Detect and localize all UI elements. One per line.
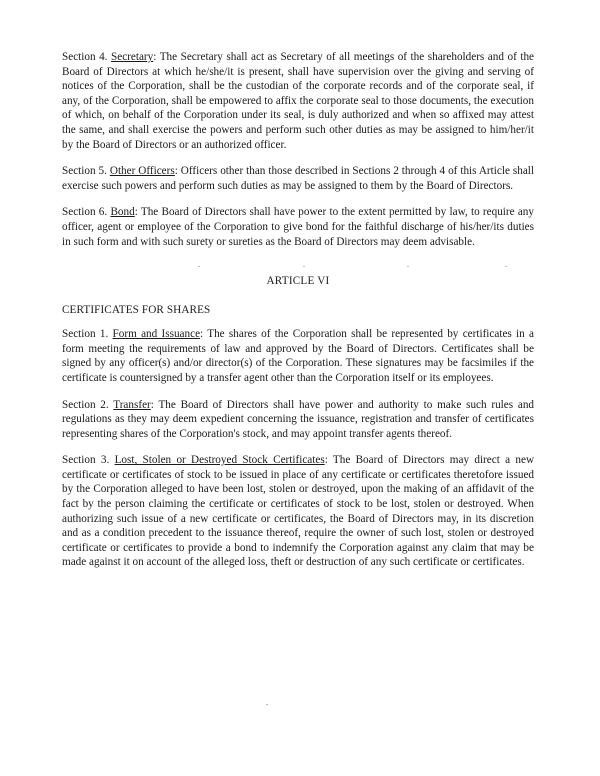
section-1-form-and-issuance: Section 1. Form and Issuance: The shares of the Corporation shall be represented by certificates in a form meeting the requirements of law and approved by the Board of Directors. Certificates shall be signed by any officer(s) and/or director(s) of the Corporation. These signatures may be facsimiles if the certificate is countersigned by a transfer agent other than the Corporation itself or its employees.	[62, 328, 535, 384]
section-label: Section 4.	[62, 51, 108, 63]
section-label: Section 6.	[62, 206, 108, 219]
section-2-transfer: Section 2. Transfer: The Board of Directors shall have power and authority to make such rules and regulations as they may deem expedient concerning the issuance, registration and transfer of certificates representing shares of the Corporation's stock, and may appoint transfer agents thereof.	[62, 398, 535, 440]
section-6-bond: Section 6. Bond: The Board of Directors shall have power to the extent permitted by law, to require any officer, agent or employee of the Corporation to give bond for the faithful discharge of his/her/its duties in such form and with such surety or sureties as the Board of Directors may deem advisable.	[62, 206, 534, 248]
section-title: Lost, Stolen or Destroyed Stock Certificates	[114, 454, 325, 467]
section-body: The Board of Directors shall have power and authority to make such rules and regulations as they may deem expedient concerning the issuance, registration and transfer of certificates representing shares of the Corporation's stock, and may appoint transfer agents thereof.	[62, 398, 535, 440]
section-body: The Board of Directors may direct a new certificate or certificates of stock to be issued in place of any certificate or certificates theretofore issued by the Corporation alleged to have been lost, stolen or destroyed, upon the making of an affidavit of the fact by the person claiming the certificate or certificates of stock to be lost, stolen or destroyed. When authorizing such issue of a new certificate or certificates, the Board of Directors may, in its discretion and as a condition precedent to the issuance thereof, require the owner of such lost, stolen or destroyed certificate or certificates to provide a bond to indemnify the Corporation against any claim that may be made against it on account of the alleged loss, theft or destruction of any such certificate or certificates.	[62, 454, 535, 569]
document-page	[62, 50, 534, 582]
section-title: Secretary	[111, 51, 154, 63]
section-title: Bond	[110, 206, 135, 219]
scan-speck	[266, 704, 268, 705]
article-heading: ARTICLE VI	[266, 275, 330, 288]
section-body: The Board of Directors shall have power to the extent permitted by law, to require any officer, agent or employee of the Corporation to give bond for the faithful discharge of his/her/its duties in such form and with such surety or sureties as the Board of Directors may deem advisable.	[62, 206, 534, 248]
section-title: Other Officers	[109, 165, 175, 178]
section-3-lost-stolen-destroyed: Section 3. Lost, Stolen or Destroyed Stock Certificates: The Board of Directors may direct a new certificate or certificates of stock to be issued in place of any certificate or certificates theretofore issued by the Corporation alleged to have been lost, stolen or destroyed, upon the making of an affidavit of the fact by the person claiming the certificate or certificates of stock to be lost, stolen or destroyed. When authorizing such issue of a new certificate or certificates, the Board of Directors may, in its discretion and as a condition precedent to the issuance thereof, require the owner of such lost, stolen or destroyed certificate or certificates to provide a bond to indemnify the Corporation against any claim that may be made against it on account of the alleged loss, theft or destruction of any such certificate or certificates.	[62, 454, 535, 569]
section-label: Section 5.	[62, 165, 107, 178]
article-subheading: CERTIFICATES FOR SHARES	[62, 304, 211, 317]
section-body: The shares of the Corporation shall be represented by certificates in a form meeting the requirements of law and approved by the Board of Directors. Certificates shall be signed by any officer(s) and/or director(s) of the Corporation. These signatures may be facsimiles if the certificate is countersigned by a transfer agent other than the Corporation itself or its employees.	[62, 328, 535, 384]
section-4-secretary: Section 4. Secretary: The Secretary shall act as Secretary of all meetings of the shareholders and of the Board of Directors at which he/she/it is present, shall have supervision over the giving and serving of notices of the Corporation, shall be the custodian of the corporate records and of the corporate seal, if any, of the Corporation, shall be empowered to affix the corporate seal to those documents, the execution of which, on behalf of the Corporation under its seal, is duly authorized and when so affixed may attest the same, and shall exercise the powers and perform such other duties as may be assigned to him/her/it by the Board of Directors or an authorized officer.	[62, 51, 535, 151]
section-label: Section 2.	[62, 398, 109, 411]
section-body: The Secretary shall act as Secretary of all meetings of the shareholders and of the Board of Directors at which he/she/it is present, shall have supervision over the giving and serving of notices of the Corporation, shall be the custodian of the corporate records and of the corporate seal, if any, of the Corporation, shall be empowered to affix the corporate seal to those documents, the execution of which, on behalf of the Corporation under its seal, is duly authorized and when so affixed may attest the same, and shall exercise the powers and perform such other duties as may be assigned to him/her/it by the Board of Directors or an authorized officer.	[62, 51, 535, 151]
section-label: Section 3.	[62, 454, 110, 467]
scan-speck	[407, 266, 409, 267]
section-label: Section 1.	[62, 328, 109, 341]
scan-speck	[198, 266, 200, 267]
section-body: Officers other than those described in Sections 2 through 4 of this Article shall exercise such powers and perform such duties as may be assigned to them by the Board of Directors.	[62, 165, 534, 192]
scan-speck	[505, 266, 507, 267]
section-5-other-officers: Section 5. Other Officers: Officers other than those described in Sections 2 through 4 of this Article shall exercise such powers and perform such duties as may be assigned to them by the Board of Directors.	[62, 165, 534, 192]
section-title: Transfer	[113, 398, 151, 411]
section-title: Form and Issuance	[112, 328, 201, 341]
scan-speck	[303, 266, 305, 267]
